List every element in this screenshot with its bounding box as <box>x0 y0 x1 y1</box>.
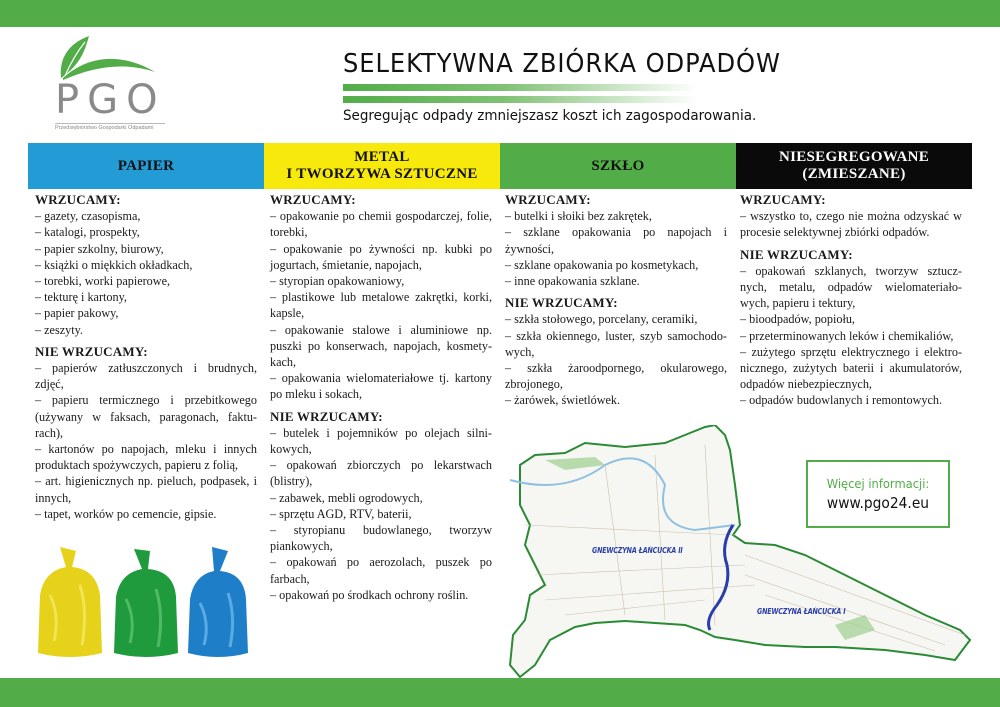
rejected-item: – żarówek, świetlówek. <box>505 393 621 408</box>
header-mixed-line1: NIESEGREGOWANE <box>778 149 930 165</box>
rejected-item: – zabawek, mebli ogrodowych, <box>270 490 423 505</box>
map-label-gnewczyna-2: GNEWCZYNA ŁAŃCUCKA II <box>592 546 683 555</box>
website-link[interactable]: www.pgo24.eu <box>826 494 930 512</box>
accepted-item: – szklane opakowania po kosmetykach, <box>505 257 699 272</box>
rejected-item: – papierów zatłuszczonych i brudnych, zdjęć, <box>35 361 257 392</box>
rejected-label: NIE WRZUCAMY: <box>270 408 383 424</box>
column-paper <box>35 192 257 522</box>
accepted-item: – inne opakowania szklane. <box>505 274 640 289</box>
accepted-item: – gazety, czasopisma, <box>35 209 141 224</box>
header-mixed-line2: (ZMIESZANE) <box>802 166 906 182</box>
accepted-item: – tekturę i kartony, <box>35 290 127 305</box>
garbage-bags-illustration <box>30 545 250 665</box>
page-subtitle: Segregując odpady zmniejszasz koszt ich zagospodarowania. <box>343 108 757 124</box>
rejected-item: – sprzętu AGD, RTV, baterii, <box>270 506 412 521</box>
accepted-label: WRZUCAMY: <box>740 192 826 207</box>
more-info-box <box>806 460 950 528</box>
accepted-item: – wszystko to, czego nie można odzyskać w procesie selektywnej zbiórki odpadów. <box>740 209 962 240</box>
accepted-label: WRZUCAMY: <box>35 192 121 207</box>
rejected-item: – szkła żaroodpornego, okularowego, zbrojonego, <box>505 361 727 392</box>
rejected-item: – opakowań po środkach ochrony roślin. <box>270 587 469 602</box>
rejected-item: – opakowań zbiorczych po lekarstwach (blistry), <box>270 458 492 489</box>
yellow-bag <box>38 547 102 657</box>
rejected-item: – papieru termicznego i przebitkowego (używany w faksach, paragonach, faktu-rach), <box>35 393 257 440</box>
accepted-item: – opakowania wielomateriałowe tj. kartony po mleku i sokach, <box>270 371 492 402</box>
header-metal-plastic <box>264 143 500 189</box>
accepted-item: – papier pakowy, <box>35 306 119 321</box>
accepted-item: – książki o miękkich okładkach, <box>35 257 193 272</box>
rejected-label: NIE WRZUCAMY: <box>505 295 618 311</box>
logo-subtitle: Przedsiębiorstwo Gospodarki Odpadami <box>55 123 165 131</box>
accepted-item: – zeszyty. <box>35 322 83 337</box>
accepted-item: – katalogi, prospekty, <box>35 225 140 240</box>
accepted-item: – opakowanie stalowe i aluminiowe np. puszki po konserwach, napojach, kosmety-kach, <box>270 322 492 370</box>
accepted-item: – torebki, worki papierowe, <box>35 274 171 289</box>
map-label-gnewczyna-1: GNEWCZYNA ŁAŃCUCKA I <box>757 607 846 616</box>
rejected-item: – szkła okiennego, luster, szyb samochodo-wych, <box>505 328 727 359</box>
accepted-item: – plastikowe lub metalowe zakrętki, korki, kapsle, <box>270 290 492 321</box>
top-green-band <box>0 0 1000 27</box>
rejected-item: – butelek i pojemników po olejach silni-kowych, <box>270 425 492 457</box>
logo-letters: PGO <box>55 77 166 123</box>
more-info-label: Więcej informacji: <box>826 476 930 491</box>
header-metal-line1: METAL <box>354 149 410 165</box>
blue-bag <box>188 547 248 657</box>
title-underline-bar <box>343 96 698 103</box>
rejected-label: NIE WRZUCAMY: <box>740 246 853 262</box>
header-metal-line2: I TWORZYWA SZTUCZNE <box>286 166 478 182</box>
leaf-icon <box>55 32 165 82</box>
rejected-item: – art. higienicznych np. pieluch, podpasek, i innych, <box>35 474 257 505</box>
header-paper-text: PAPIER <box>117 157 175 174</box>
rejected-item: – opakowań po aerozolach, puszek po farbach, <box>270 555 492 586</box>
green-bag <box>114 549 178 657</box>
header-mixed <box>736 143 972 189</box>
rejected-item: – styropianu budowlanego, tworzyw piankowych, <box>270 523 492 554</box>
accepted-item: – opakowanie po chemii gospodarczej, folie, torebki, <box>270 209 492 240</box>
rejected-item: – tapet, worków po cemencie, gipsie. <box>35 506 217 521</box>
accepted-item: – butelki i słoiki bez zakrętek, <box>505 209 652 224</box>
title-underline-bar <box>343 84 698 91</box>
accepted-item: – papier szkolny, biurowy, <box>35 241 164 256</box>
rejected-item: – szkła stołowego, porcelany, ceramiki, <box>505 312 698 327</box>
rejected-item: – kartonów po napojach, mleku i innych produktach spożywczych, papieru z folią, <box>35 442 257 473</box>
rejected-item: – zużytego sprzętu elektrycznego i elektro-nicznego, zużytych baterii i akumulatorów, odpadów niebezpiecznych, <box>740 344 962 392</box>
rejected-item: – odpadów budowlanych i remontowych. <box>740 393 943 408</box>
rejected-label: NIE WRZUCAMY: <box>35 343 148 359</box>
rejected-item: – bioodpadów, popiołu, <box>740 312 855 327</box>
header-paper <box>28 143 264 189</box>
rejected-item: – przeterminowanych leków i chemikaliów, <box>740 328 954 343</box>
bottom-green-band <box>0 678 1000 707</box>
rejected-item: – opakowań szklanych, tworzyw sztucz-nych, metalu, odpadów wielomateriało-wych, papieru i tektury, <box>740 263 962 311</box>
accepted-item: – styropian opakowaniowy, <box>270 274 405 289</box>
page-title: SELEKTYWNA ZBIÓRKA ODPADÓW <box>343 49 781 79</box>
accepted-label: WRZUCAMY: <box>270 192 356 207</box>
pgo-logo <box>55 32 165 132</box>
column-glass <box>505 192 727 409</box>
accepted-label: WRZUCAMY: <box>505 192 591 207</box>
column-metal-plastic <box>270 192 492 603</box>
accepted-item: – opakowanie po żywności np. kubki po jogurtach, śmietanie, napojach, <box>270 241 492 272</box>
accepted-item: – szklane opakowania po napojach i żywności, <box>505 225 727 256</box>
column-mixed <box>740 192 962 409</box>
header-glass <box>500 143 736 189</box>
header-glass-text: SZKŁO <box>591 157 645 174</box>
